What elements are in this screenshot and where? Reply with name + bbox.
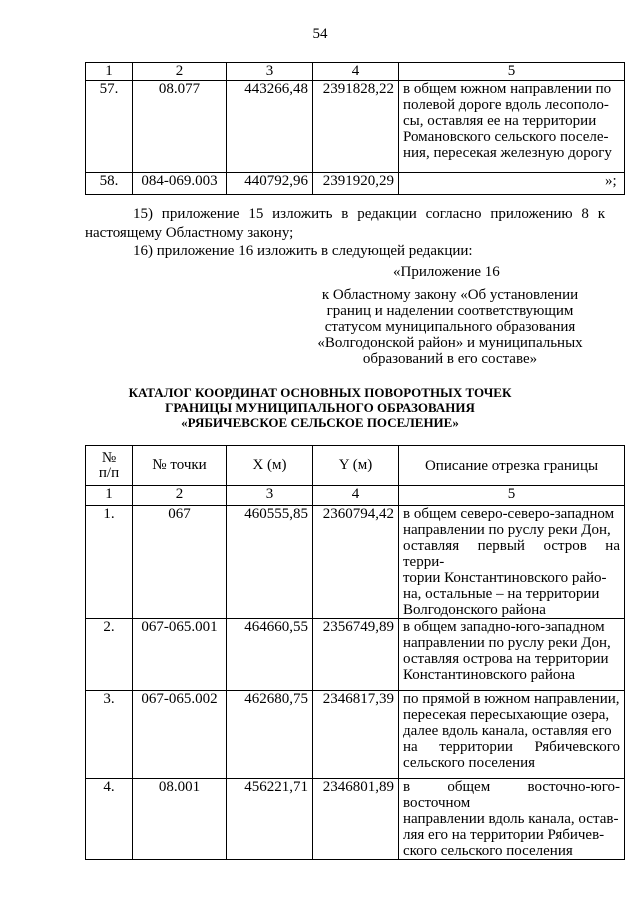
header-cell: 1	[86, 486, 133, 506]
table-row	[86, 779, 625, 860]
description-line: сельского поселения	[403, 755, 536, 771]
header-cell-y: Y (м)	[313, 446, 399, 486]
description-line: сы, оставляя ее на территории	[403, 113, 597, 129]
x-coord: 443266,48	[227, 81, 313, 173]
description-line: оставляя острова на территории	[403, 651, 609, 667]
y-coord: 2391828,22	[313, 81, 399, 173]
appendix-line: «Волгодонской район» и муниципальных	[317, 335, 583, 351]
table-row	[86, 691, 625, 779]
header-cell-number	[86, 446, 133, 486]
catalog-table	[85, 445, 625, 860]
y-coord: 2346801,89	[313, 779, 399, 860]
description-line: ния, пересекая железную дорогу	[403, 145, 612, 161]
row-number: 2.	[86, 619, 133, 691]
description-line: в общем южном направлении по	[403, 81, 612, 97]
header-cell: 2	[133, 486, 227, 506]
point-id: 084-069.003	[133, 173, 227, 195]
table-header-row	[86, 446, 625, 486]
description-line: в общем восточно-юго-восточном	[403, 779, 620, 811]
paragraph-text: 15) приложение 15 изложить в редакции согласно приложению 8 к настоящему Областному закону;	[85, 206, 605, 241]
description-line: на территории Рябичевского	[403, 739, 620, 755]
page-number: 54	[312, 26, 328, 42]
header-cell: 4	[313, 486, 399, 506]
header-cell: 1	[86, 63, 133, 81]
x-coord: 456221,71	[227, 779, 313, 860]
x-coord: 440792,96	[227, 173, 313, 195]
description	[399, 619, 625, 691]
description-line: ского сельского поселения	[403, 843, 573, 859]
appendix-subtitle	[300, 287, 600, 367]
description-line: в общем западно-юго-западном	[403, 619, 605, 635]
x-coord: 460555,85	[227, 506, 313, 619]
description-line: ляя его на территории Рябичев-	[403, 827, 605, 843]
catalog-title	[0, 385, 640, 430]
row-number: 58.	[86, 173, 133, 195]
y-coord: 2356749,89	[313, 619, 399, 691]
description-line: направлении по руслу реки Дон,	[403, 522, 611, 538]
paragraph-text: 16) приложение 16 изложить в следующей редакции:	[133, 243, 473, 259]
top-table	[85, 62, 625, 195]
description-line: на, остальные – на территории	[403, 586, 600, 602]
header-cell-point: № точки	[133, 446, 227, 486]
paragraph-15	[85, 205, 605, 243]
description	[399, 81, 625, 173]
appendix-title: «Приложение 16	[393, 264, 500, 280]
point-id: 067-065.001	[133, 619, 227, 691]
description	[399, 173, 625, 195]
header-cell: 5	[399, 63, 625, 81]
catalog-title-line: КАТАЛОГ КООРДИНАТ ОСНОВНЫХ ПОВОРОТНЫХ ТОЧЕК	[128, 385, 512, 400]
header-text: п/п	[98, 464, 120, 481]
appendix-line: к Областному закону «Об установлении	[321, 287, 579, 303]
catalog-title-line: ГРАНИЦЫ МУНИЦИПАЛЬНОГО ОБРАЗОВАНИЯ	[165, 400, 475, 415]
point-id: 067	[133, 506, 227, 619]
y-coord: 2346817,39	[313, 691, 399, 779]
description-line: Волгодонского района	[403, 602, 546, 618]
description-line: пересекая пересыхающие озера,	[403, 707, 610, 723]
description-line: далее вдоль канала, оставляя его	[403, 723, 612, 739]
description-line: направлении вдоль канала, остав-	[403, 811, 619, 827]
table-row	[86, 506, 625, 619]
description-line: тории Константиновского райо-	[403, 570, 607, 586]
header-cell: 3	[227, 63, 313, 81]
y-coord: 2391920,29	[313, 173, 399, 195]
paragraph-16	[85, 242, 605, 261]
header-cell: 2	[133, 63, 227, 81]
table-row	[86, 173, 625, 195]
table-row	[86, 619, 625, 691]
description-line: Романовского сельского поселе-	[403, 129, 609, 145]
header-cell-x: X (м)	[227, 446, 313, 486]
header-cell: 4	[313, 63, 399, 81]
description-line: полевой дороге вдоль лесополо-	[403, 97, 609, 113]
appendix-line: образований в его составе»	[362, 351, 538, 367]
description-line: оставляя первый остров на терри-	[403, 538, 620, 570]
description-line: по прямой в южном направлении,	[403, 691, 620, 707]
description	[399, 691, 625, 779]
row-number: 1.	[86, 506, 133, 619]
table-number-row	[86, 486, 625, 506]
appendix-line: статусом муниципального образования	[324, 319, 576, 335]
description-line: Константиновского района	[403, 667, 576, 683]
point-id: 08.001	[133, 779, 227, 860]
description-line: направлении по руслу реки Дон,	[403, 635, 611, 651]
table-row	[86, 81, 625, 173]
header-cell: 3	[227, 486, 313, 506]
description	[399, 779, 625, 860]
row-number: 57.	[86, 81, 133, 173]
appendix-line: границ и наделении соответствующим	[326, 303, 574, 319]
catalog-title-line: «РЯБИЧЕВСКОЕ СЕЛЬСКОЕ ПОСЕЛЕНИЕ»	[181, 415, 459, 430]
point-id: 08.077	[133, 81, 227, 173]
row-number: 3.	[86, 691, 133, 779]
x-coord: 464660,55	[227, 619, 313, 691]
description	[399, 506, 625, 619]
description-line: в общем северо-северо-западном	[403, 506, 615, 522]
table-header-row	[86, 63, 625, 81]
row-number: 4.	[86, 779, 133, 860]
header-cell: 5	[399, 486, 625, 506]
closing-quote: »;	[605, 173, 617, 189]
point-id: 067-065.002	[133, 691, 227, 779]
x-coord: 462680,75	[227, 691, 313, 779]
header-cell-description: Описание отрезка границы	[399, 446, 625, 486]
header-text: №	[101, 449, 117, 466]
y-coord: 2360794,42	[313, 506, 399, 619]
